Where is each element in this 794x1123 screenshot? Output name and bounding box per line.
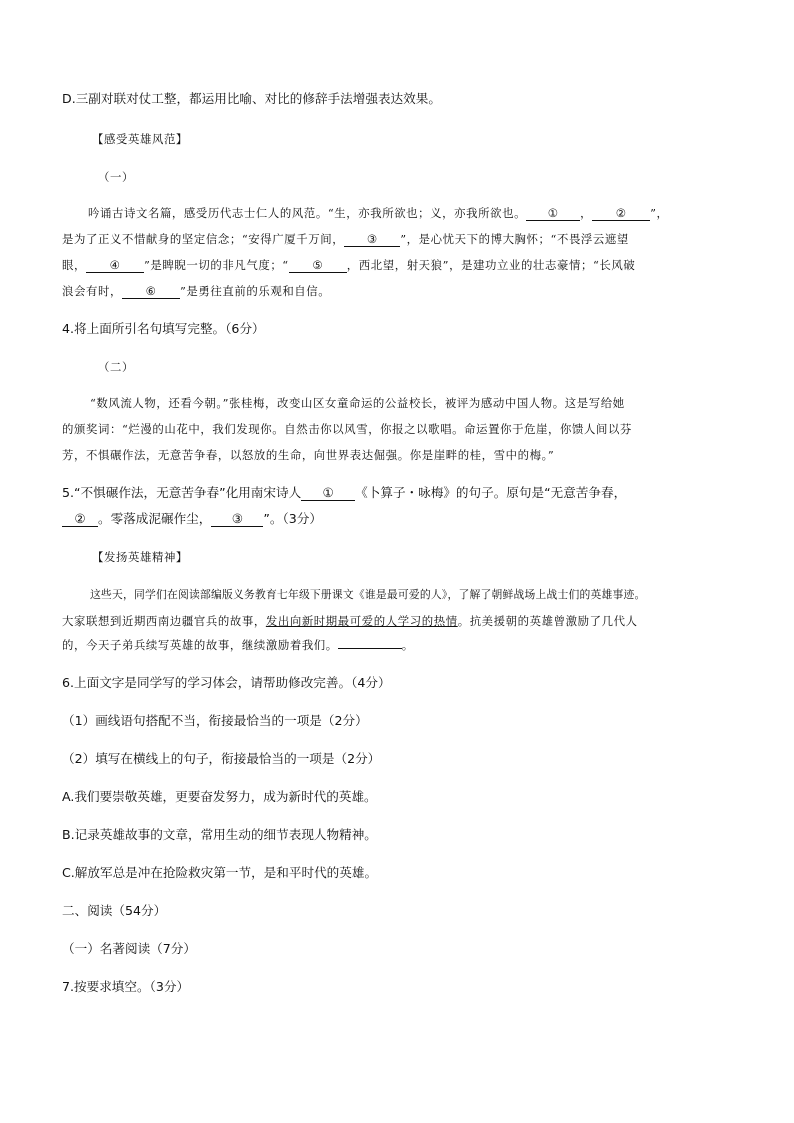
option-a: A.我们要崇敬英雄，更要奋发努力，成为新时代的英雄。 [62,789,377,804]
question-6-sub-2: （2）填写在横线上的句子，衔接最恰当的一项是（2分） [62,751,381,766]
q5-blank-2[interactable]: ② [62,512,98,527]
blank-6[interactable]: ⑥ [122,284,180,299]
question-5-line-1: 5.“不惧碾作法，无意苦争春”化用南宋诗人 ① 《卜算子・咏梅》的句子。原句是“无意苦争春， [62,485,627,500]
option-d: D.三副对联对仗工整，都运用比喻、对比的修辞手法增强表达效果。 [62,91,441,106]
passage-3-line-1: 这些天，同学们在阅读部编版义务教育七年级下册课文《谁是最可爱的人》，了解了朝鲜战场上战士们的英雄事迹。 [90,588,646,601]
blank-4[interactable]: ④ [86,258,144,273]
passage-2-line-3: 芳，不惧碾作法，无意苦争春，以怒放的生命，向世界表达倔强。你是崖畔的桂，雪中的梅。” [62,448,555,462]
section-2-heading: 二、阅读（54分） [62,903,167,918]
q5-blank-1[interactable]: ① [301,486,355,501]
question-7: 7.按要求填空。（3分） [62,979,190,994]
blank-1[interactable]: ① [526,206,580,221]
question-4: 4.将上面所引名句填写完整。（6分） [62,321,265,336]
passage-1-line-2: 是为了正义不惜献身的坚定信念；“安得广厦千万间， ③ ”，是心忧天下的博大胸怀；“不畏浮云遮望 [62,232,629,246]
q5-blank-3[interactable]: ③ [211,512,263,527]
passage-1-line-4: 浪会有时， ⑥ ”是勇往直前的乐观和自信。 [62,284,331,298]
part-1-label: （一） [98,170,134,184]
blank-2[interactable]: ② [592,206,650,221]
passage-3-line-3: 的，今天子弟兵续写英雄的故事，继续激励着我们。 。 [62,638,414,652]
question-6-sub-1: （1）画线语句搭配不当，衔接最恰当的一项是（2分） [62,713,368,728]
fill-line-blank[interactable] [338,648,402,649]
passage-1-line-1: 吟诵古诗文名篇，感受历代志士仁人的风范。“生，亦我所欲也；义，亦我所欲也。 ① ， ② ”， [88,206,669,220]
part-2-label: （二） [98,360,134,374]
option-b: B.记录英雄故事的文章，常用生动的细节表现人物精神。 [62,827,377,842]
passage-2-line-2: 的颁奖词：“烂漫的山花中，我们发现你。自然击你以风雪，你报之以歌唱。命运置你于危崖，你馈人间以芬 [62,422,632,436]
section-heading-feel: 【感受英雄风范】 [92,132,188,146]
blank-5[interactable]: ⑤ [289,258,347,273]
section-heading-spirit: 【发扬英雄精神】 [92,550,188,564]
underlined-sentence: 发出向新时期最可爱的人学习的热情 [265,614,458,628]
blank-3[interactable]: ③ [344,232,400,247]
option-c: C.解放军总是冲在抢险救灾第一节，是和平时代的英雄。 [62,865,378,880]
subsection-1-heading: （一）名著阅读（7分） [62,941,196,956]
question-6: 6.上面文字是同学写的学习体会，请帮助修改完善。（4分） [62,675,391,690]
question-5-line-2: ② 。零落成泥碾作尘， ③ ”。（3分） [62,510,322,528]
passage-2-line-1: “数风流人物，还看今朝。”张桂梅，改变山区女童命运的公益校长，被评为感动中国人物。这是写给她 [90,396,625,410]
passage-1-line-3: 眼， ④ ”是睥睨一切的非凡气度；“ ⑤ ，西北望，射天狼”，是建功立业的壮志豪情；“长风破 [62,258,636,272]
passage-3-line-2: 大家联想到近期西南边疆官兵的故事，发出向新时期最可爱的人学习的热情。抗美援朝的英雄曾激励了几代人 [62,614,638,628]
